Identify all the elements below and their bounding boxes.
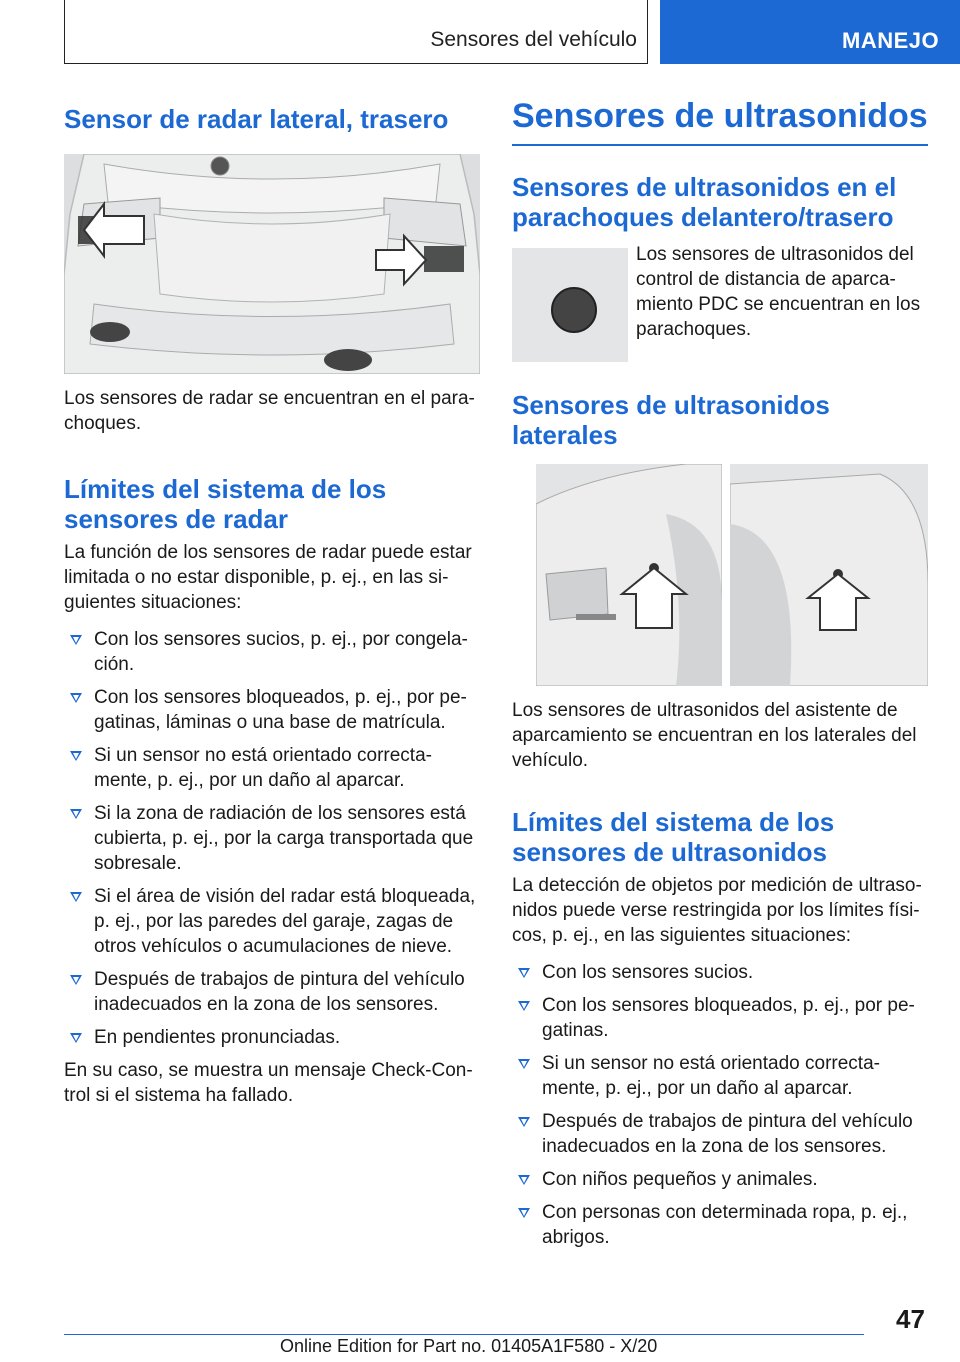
list-item: Si un sensor no está orientado correcta-mente, p. ej., por un daño al aparcar. bbox=[64, 743, 480, 793]
list-item: Con los sensores sucios. bbox=[512, 960, 928, 985]
bullet-triangle-icon bbox=[70, 693, 82, 703]
radar-limits-title: Límites del sistema de los sensores de radar bbox=[64, 474, 387, 534]
list-item: Con personas con determinada ropa, p. ej., abrigos. bbox=[512, 1200, 928, 1250]
bullet-triangle-icon bbox=[70, 751, 82, 761]
header-chapter-tab bbox=[660, 0, 960, 64]
side-sensor-front-image bbox=[536, 464, 722, 686]
list-item: Con niños pequeños y animales. bbox=[512, 1167, 928, 1192]
bullet-triangle-icon bbox=[518, 1001, 530, 1011]
bullet-triangle-icon bbox=[518, 968, 530, 978]
list-item: Con los sensores bloqueados, p. ej., por pe-gatinas. bbox=[512, 993, 928, 1043]
bullet-triangle-icon bbox=[518, 1059, 530, 1069]
radar-limits-list bbox=[64, 627, 480, 1050]
bumper-sensors-text: Los sensores de ultrasonidos del control de distancia de aparca-miento PDC se encuentran en los parachoques. bbox=[636, 244, 921, 340]
header-section-title: Sensores del vehículo bbox=[430, 28, 637, 51]
header-chapter-title: MANEJO bbox=[842, 28, 940, 53]
bullet-triangle-icon bbox=[518, 1175, 530, 1185]
bullet-triangle-icon bbox=[518, 1208, 530, 1218]
bullet-triangle-icon bbox=[70, 975, 82, 985]
header-section-box bbox=[64, 0, 648, 64]
list-item: En pendientes pronunciadas. bbox=[64, 1025, 480, 1050]
list-item: Después de trabajos de pintura del vehículo inadecuados en la zona de los sensores. bbox=[512, 1109, 928, 1159]
bullet-triangle-icon bbox=[70, 892, 82, 902]
list-item: Con los sensores bloqueados, p. ej., por pe-gatinas, láminas o una base de matrícula. bbox=[64, 685, 480, 735]
bumper-sensor-block bbox=[512, 246, 928, 364]
list-item: Si la zona de radiación de los sensores está cubierta, p. ej., por la carga transportada que sobresale. bbox=[64, 801, 480, 876]
bullet-triangle-icon bbox=[518, 1117, 530, 1127]
list-item: Con los sensores sucios, p. ej., por congela-ción. bbox=[64, 627, 480, 677]
list-item: Si el área de visión del radar está bloqueada, p. ej., por las paredes del garaje, zagas de otros vehículos o acumulaciones de nieve. bbox=[64, 884, 480, 959]
side-sensors-images bbox=[536, 464, 928, 686]
car-front-side-illustration bbox=[536, 464, 722, 686]
footer-edition: Online Edition for Part no. 01405A1F580 - X/20 bbox=[280, 1336, 658, 1356]
bumper-sensor-image bbox=[512, 248, 628, 362]
footer-divider bbox=[64, 1334, 864, 1335]
sensor-disc-icon bbox=[512, 248, 628, 362]
page-number: 47 bbox=[896, 1304, 925, 1334]
ultrasonic-limits-intro: La detección de objetos por medición de ultraso-nidos puede verse restringida por los límites físi-cos, p. ej., en las siguientes situaciones: bbox=[512, 875, 922, 946]
rear-radar-image bbox=[64, 154, 480, 374]
left-column bbox=[64, 96, 480, 1108]
ultrasonic-title: Sensores de ultrasonidos bbox=[512, 96, 928, 146]
bullet-triangle-icon bbox=[70, 635, 82, 645]
car-rear-illustration bbox=[64, 154, 480, 374]
side-sensors-text: Los sensores de ultrasonidos del asistente de aparcamiento se encuentran en los laterales del vehículo. bbox=[512, 700, 917, 771]
bullet-triangle-icon bbox=[70, 1033, 82, 1043]
list-item: Después de trabajos de pintura del vehículo inadecuados en la zona de los sensores. bbox=[64, 967, 480, 1017]
rear-radar-title: Sensor de radar lateral, trasero bbox=[64, 104, 449, 134]
right-column bbox=[512, 96, 928, 1258]
ultrasonic-limits-list bbox=[512, 960, 928, 1250]
side-sensor-rear-image bbox=[730, 464, 928, 686]
car-rear-side-illustration bbox=[730, 464, 928, 686]
ultrasonic-limits-title: Límites del sistema de los sensores de ultrasonidos bbox=[512, 807, 835, 867]
bullet-triangle-icon bbox=[70, 809, 82, 819]
radar-limits-intro: La función de los sensores de radar puede estar limitada o no estar disponible, p. ej., en las si-guientes situaciones: bbox=[64, 542, 472, 613]
rear-radar-intro: Los sensores de radar se encuentran en el para-choques. bbox=[64, 388, 475, 434]
side-sensors-title: Sensores de ultrasonidos laterales bbox=[512, 390, 830, 450]
list-item: Si un sensor no está orientado correcta-mente, p. ej., por un daño al aparcar. bbox=[512, 1051, 928, 1101]
bumper-sensors-title: Sensores de ultrasonidos en el parachoques delantero/trasero bbox=[512, 172, 897, 232]
radar-outro: En su caso, se muestra un mensaje Check-Con-trol si el sistema ha fallado. bbox=[64, 1060, 473, 1106]
